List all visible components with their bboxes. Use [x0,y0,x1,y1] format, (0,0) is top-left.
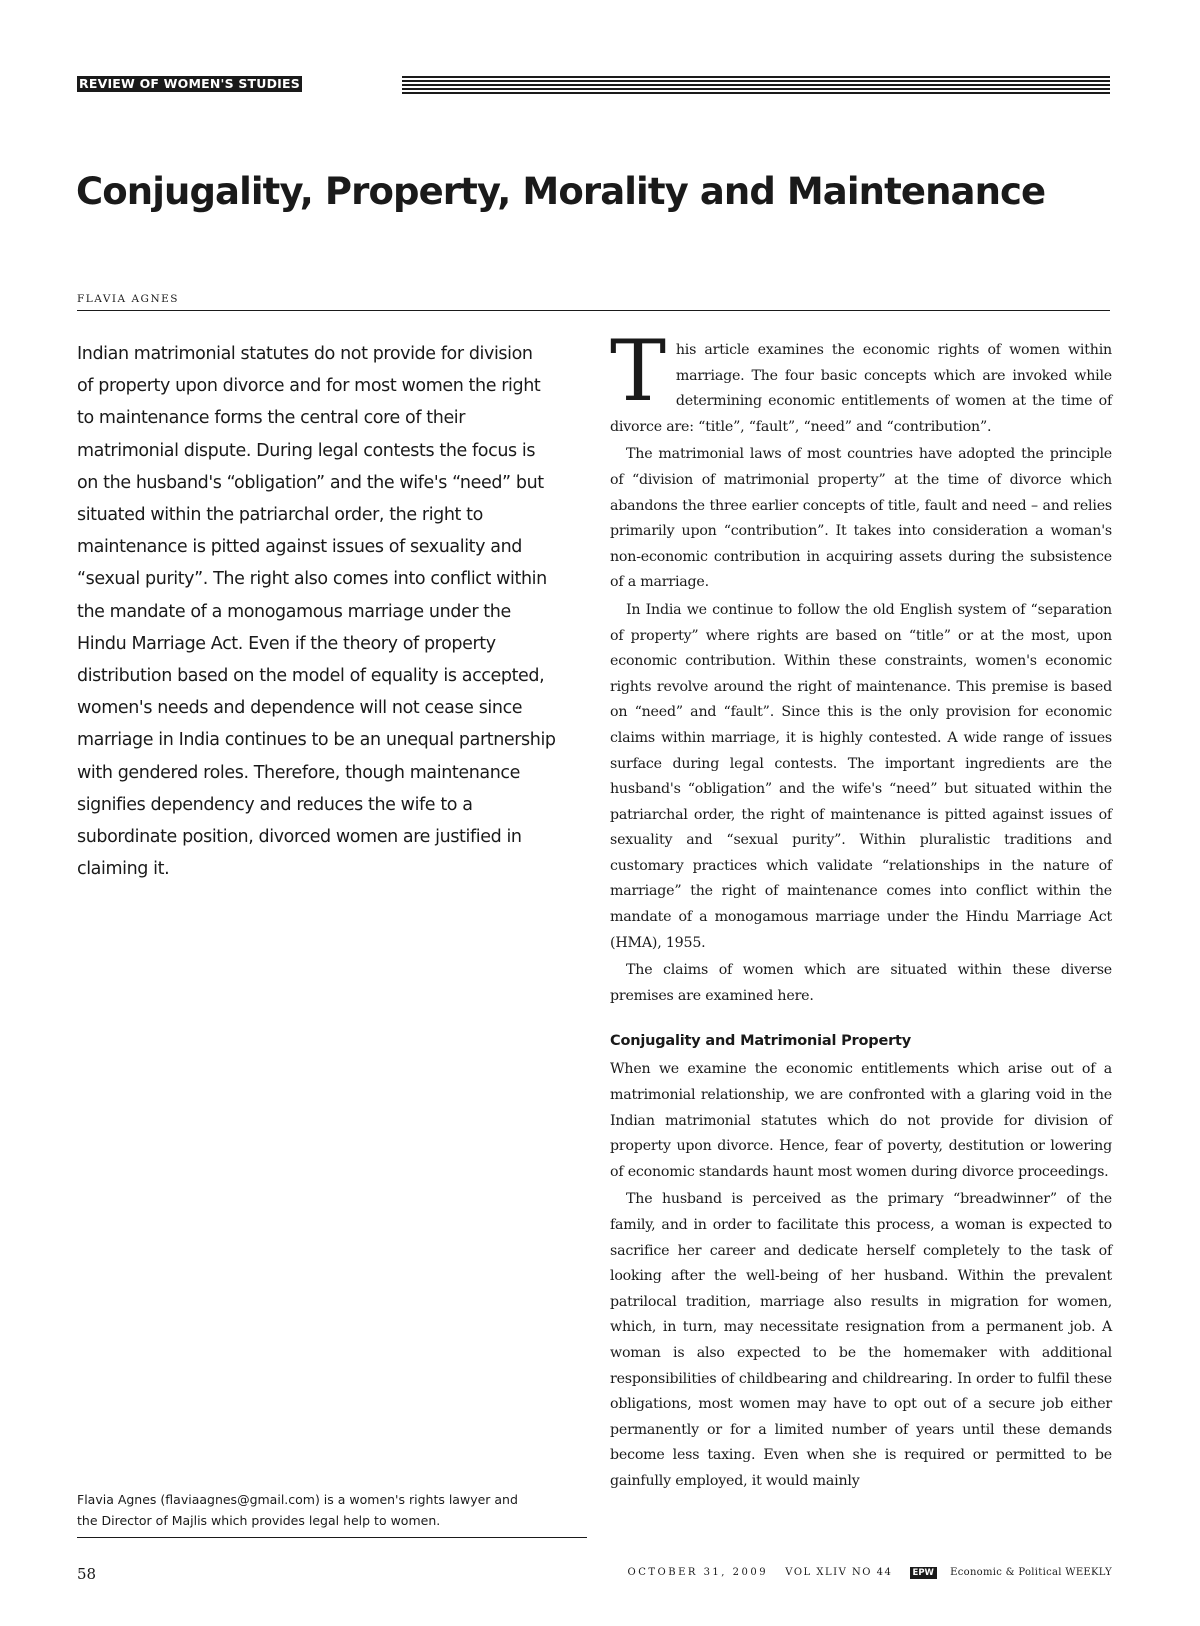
abstract-line: of property upon divorce and for most women the right [77,376,541,397]
body-paragraph: The matrimonial laws of most countries have adopted the principle of “division of matrimonial property” at the time of divorce which abandons the three earlier concepts of title, fault and need – and relies primarily upon “contribution”. It takes into consideration a woman's non-economic contribution in acquiring assets during the subsistence of a marriage. [610,446,1112,591]
section-label: REVIEW OF WOMEN'S STUDIES [79,76,300,91]
body-paragraph: The claims of women which are situated within these diverse premises are examined here. [610,962,1112,1004]
abstract-line: “sexual purity”. The right also comes into conflict within [77,569,547,590]
abstract-line: distribution based on the model of equality is accepted, [77,666,545,687]
header-rules [402,76,1110,94]
abstract-line: Indian matrimonial statutes do not provide for division [77,344,533,364]
author-name: FLAVIA AGNES [77,293,179,305]
body-column [610,322,1112,1495]
abstract [77,338,587,885]
author-footnote [77,1489,587,1531]
journal-name: Economic & Political WEEKLY [950,1567,1112,1578]
abstract-line: maintenance is pitted against issues of sexuality and [77,537,522,558]
body-paragraph [610,322,1112,440]
page-footer [628,1567,1113,1579]
abstract-line: with gendered roles. Therefore, though maintenance [77,762,521,783]
body-paragraph: The husband is perceived as the primary “breadwinner” of the family, and in order to facilitate this process, a woman is expected to sacrifice her career and dedicate herself completely to the task of looking after the well-being of her husband. Within the prevalent patrilocal tradition, marriage also results in migration for women, which, in turn, may necessitate resignation from a permanent job. A woman is also expected to be the homemaker with additional responsibilities of childbearing and childrearing. In order to fulfil these obligations, most women may have to opt out of a secure job either permanently or for a limited number of years until these demands become less taxing. Even when she is required or permitted to be gainfully employed, it would mainly [610,1191,1112,1489]
epw-logo-badge: EPW [910,1567,937,1579]
abstract-line: women's needs and dependence will not cease since [77,698,523,719]
body-paragraph: In India we continue to follow the old English system of “separation of property” where rights are based on “title” or at the most, upon economic contribution. Within these constraints, women's economic rights revolve around the right of maintenance. This premise is based on “need” and “fault”. Since this is the only provision for economic claims within marriage, it is highly contested. A wide range of issues surface during legal contests. The important ingredients are the husband's “obligation” and the wife's “need” but situated within the patriarchal order, the right of maintenance is pitted against issues of sexuality and “sexual purity”. Within pluralistic traditions and customary practices which validate “relationships in the nature of marriage” the right of maintenance comes into conflict within the mandate of a monogamous marriage under the Hindu Marriage Act (HMA), 1955. [610,601,1112,951]
abstract-line: to maintenance forms the central core of their [77,408,466,429]
abstract-line: claiming it. [77,859,170,880]
abstract-line: subordinate position, divorced women are justified in [77,827,522,848]
abstract-line: signifies dependency and reduces the wife to a [77,794,473,815]
page-number: 58 [77,1565,97,1583]
author-divider [77,310,1110,311]
abstract-line: situated within the patriarchal order, the right to [77,505,483,526]
issue-volume: VOL XLIV NO 44 [785,1567,893,1578]
footnote-divider [77,1537,587,1538]
drop-cap: T [610,322,666,420]
paragraph-text: his article examines the economic rights of women within marriage. The four basic concepts which are invoked while determining economic entitlements of women at the time of divorce are: “title”, “fault”, “need” and “contribution”. [610,342,1112,435]
article-title: Conjugality, Property, Morality and Maintenance [76,170,1046,213]
abstract-line: the mandate of a monogamous marriage under the [77,601,511,622]
section-subheading: Conjugality and Matrimonial Property [610,1033,912,1050]
abstract-line: marriage in India continues to be an unequal partnership [77,730,556,751]
body-paragraph: When we examine the economic entitlements which arise out of a matrimonial relationship, we are confronted with a glaring void in the Indian matrimonial statutes which do not provide for division of property upon divorce. Hence, fear of poverty, destitution or lowering of economic standards haunt most women during divorce proceedings. [610,1061,1112,1180]
abstract-line: on the husband's “obligation” and the wife's “need” but [77,472,544,493]
footnote-line: Flavia Agnes (flaviaagnes@gmail.com) is a women's rights lawyer and [77,1492,518,1507]
abstract-line: Hindu Marriage Act. Even if the theory of property [77,633,496,654]
issue-date: OCTOBER 31, 2009 [627,1567,769,1578]
footnote-line: the Director of Majlis which provides legal help to women. [77,1513,441,1528]
abstract-line: matrimonial dispute. During legal contests the focus is [77,440,536,461]
section-header [77,76,1110,94]
